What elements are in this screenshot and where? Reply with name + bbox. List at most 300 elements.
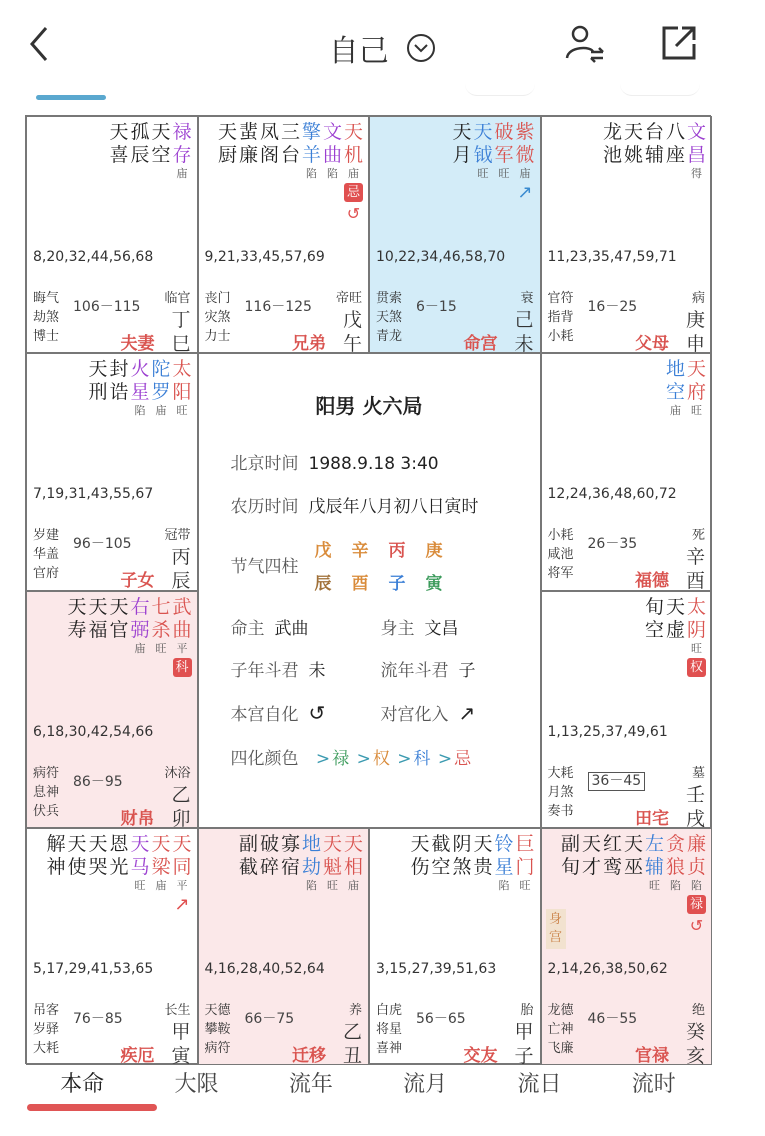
star-char: 刑 bbox=[88, 381, 108, 404]
hua-badge: ↺ bbox=[689, 915, 704, 935]
star-char: 座 bbox=[665, 144, 685, 166]
shensha-list: 小耗 咸池 将军 bbox=[547, 528, 574, 582]
earthly-branch: 酉 bbox=[685, 570, 705, 591]
star-char: 辅 bbox=[644, 855, 664, 878]
heavenly-stem: 癸 bbox=[685, 1020, 705, 1043]
palace-福德[interactable] bbox=[541, 353, 713, 590]
value: 子 bbox=[458, 661, 476, 682]
star bbox=[686, 596, 707, 677]
star-char: 天 bbox=[343, 832, 363, 855]
star-char: 宿 bbox=[280, 855, 300, 878]
star-char: 台 bbox=[280, 144, 300, 166]
palace-name: 迁移 bbox=[292, 1045, 326, 1065]
star-char: 副 bbox=[560, 832, 580, 855]
palace-迁移[interactable] bbox=[198, 828, 370, 1065]
star-char: 旬 bbox=[560, 855, 580, 878]
star-list bbox=[560, 833, 707, 935]
tab-大限[interactable]: 大限 bbox=[174, 1072, 219, 1097]
decade-range: 96－105 bbox=[73, 536, 132, 553]
star-char: 寿 bbox=[67, 618, 87, 641]
hua-badge: ↺ bbox=[346, 204, 361, 223]
brightness: 旺 bbox=[519, 878, 531, 892]
star bbox=[343, 833, 364, 893]
star-char: 煞 bbox=[452, 855, 472, 878]
brightness: 陷 bbox=[306, 167, 317, 180]
decade-range: 36－45 bbox=[588, 772, 646, 791]
label: 四化颜色 bbox=[230, 749, 299, 770]
star bbox=[109, 833, 130, 914]
brightness: 庙 bbox=[519, 167, 531, 180]
star bbox=[665, 121, 686, 181]
star-char: 光 bbox=[109, 855, 129, 878]
palace-name: 财帛 bbox=[120, 808, 155, 828]
star-char: 罗 bbox=[151, 381, 171, 404]
star-char: 截 bbox=[238, 855, 258, 878]
changsheng: 临官 bbox=[164, 291, 191, 306]
star-char: 天 bbox=[410, 832, 430, 855]
star-char: 辅 bbox=[644, 144, 664, 166]
star-char: 空 bbox=[644, 618, 664, 641]
star bbox=[259, 833, 280, 893]
star-char: 截 bbox=[431, 832, 451, 855]
ghost-tab bbox=[465, 84, 535, 96]
brightness: 庙 bbox=[176, 167, 188, 180]
star-char: 才 bbox=[581, 855, 601, 878]
star-char: 廉 bbox=[686, 832, 706, 855]
star bbox=[452, 121, 473, 202]
star-char: 太 bbox=[686, 595, 706, 618]
palace-财帛[interactable] bbox=[26, 591, 198, 828]
star bbox=[172, 121, 193, 181]
star-char: 天 bbox=[109, 595, 129, 618]
decade-range: 46－55 bbox=[587, 1010, 638, 1027]
age-list: 3,15,27,39,51,63 bbox=[376, 960, 497, 977]
star bbox=[67, 596, 88, 677]
star-char: 天 bbox=[151, 121, 171, 143]
star-char: 地 bbox=[665, 358, 685, 381]
star bbox=[494, 833, 515, 893]
star bbox=[280, 833, 301, 893]
star-char: 阳 bbox=[172, 381, 192, 404]
star bbox=[431, 833, 452, 893]
star-char: 府 bbox=[686, 381, 706, 404]
star-char: 擎 bbox=[301, 121, 321, 143]
star-char: 天 bbox=[88, 358, 108, 381]
brightness: 平 bbox=[176, 878, 188, 892]
age-list: 11,23,35,47,59,71 bbox=[547, 249, 677, 265]
star-char: 天 bbox=[67, 832, 87, 855]
changsheng: 胎 bbox=[520, 1002, 534, 1018]
star-char: 龙 bbox=[602, 121, 622, 143]
changsheng: 冠带 bbox=[164, 528, 191, 544]
star-char: 机 bbox=[343, 144, 363, 166]
hua-badge: ↗ bbox=[517, 182, 533, 203]
star-char: 七 bbox=[151, 595, 171, 618]
brightness: 旺 bbox=[155, 641, 167, 655]
legend-quan: 权 bbox=[372, 749, 390, 770]
star bbox=[322, 833, 343, 893]
changsheng: 死 bbox=[691, 528, 705, 544]
age-list: 12,24,36,48,60,72 bbox=[547, 486, 677, 503]
star-char: 紫 bbox=[515, 121, 535, 143]
star-char: 天 bbox=[686, 358, 706, 381]
shenzhu-row bbox=[381, 614, 459, 639]
palace-name: 父母 bbox=[635, 334, 669, 354]
star-char: 辰 bbox=[130, 144, 150, 166]
earthly-branch: 巳 bbox=[171, 333, 191, 354]
star-char: 门 bbox=[515, 855, 535, 878]
star-char: 空 bbox=[665, 381, 685, 404]
star bbox=[644, 833, 665, 935]
star-char: 天 bbox=[217, 121, 237, 143]
pillar-stem: 丙 bbox=[388, 541, 406, 562]
ghost-tab bbox=[620, 84, 700, 96]
age-list: 4,16,28,40,52,64 bbox=[204, 960, 325, 977]
star bbox=[473, 121, 494, 202]
star-char: 孤 bbox=[130, 121, 150, 143]
age-list: 8,20,32,44,56,68 bbox=[33, 249, 154, 265]
label: 流年斗君 bbox=[380, 661, 449, 682]
star-char: 狼 bbox=[665, 855, 685, 878]
star-char: 左 bbox=[644, 832, 664, 855]
star-char: 使 bbox=[67, 855, 87, 878]
gender-bureau: 阳男 火六局 bbox=[315, 394, 423, 419]
star-char: 空 bbox=[151, 144, 171, 166]
pillar-stem: 庚 bbox=[425, 541, 443, 562]
star-char: 昌 bbox=[686, 144, 706, 166]
star bbox=[151, 358, 172, 418]
star bbox=[452, 833, 473, 893]
brightness: 庙 bbox=[670, 404, 681, 418]
star-char: 文 bbox=[686, 121, 706, 143]
star bbox=[280, 121, 301, 223]
star-char: 天 bbox=[109, 121, 129, 143]
earthly-branch: 未 bbox=[514, 333, 534, 354]
decade-range: 6－15 bbox=[416, 299, 457, 315]
star bbox=[130, 358, 151, 418]
star bbox=[410, 833, 431, 893]
star bbox=[172, 833, 193, 914]
brightness: 陷 bbox=[134, 404, 146, 418]
heavenly-stem: 甲 bbox=[514, 1020, 534, 1043]
star-char: 天 bbox=[452, 121, 472, 143]
lunar-time-row bbox=[231, 492, 479, 517]
age-list: 5,17,29,41,53,65 bbox=[33, 960, 154, 977]
palace-兄弟[interactable] bbox=[198, 116, 370, 353]
hua-badge: 科 bbox=[173, 658, 192, 677]
brightness: 陷 bbox=[691, 878, 702, 892]
age-list: 9,21,33,45,57,69 bbox=[204, 249, 325, 265]
hua-badge: 权 bbox=[687, 658, 706, 677]
star bbox=[301, 833, 322, 893]
star-char: 地 bbox=[301, 832, 321, 855]
earthly-branch: 卯 bbox=[171, 807, 191, 828]
brightness: 陷 bbox=[670, 878, 681, 892]
brightness: 旺 bbox=[691, 404, 702, 418]
star-list bbox=[665, 358, 707, 418]
heavenly-stem: 壬 bbox=[685, 783, 705, 806]
star-char: 武 bbox=[172, 595, 192, 618]
earthly-branch: 申 bbox=[685, 333, 705, 354]
star bbox=[301, 121, 322, 223]
shensha-list: 晦气 劫煞 博士 bbox=[33, 291, 60, 344]
star-char: 台 bbox=[644, 121, 664, 143]
star bbox=[686, 121, 707, 181]
star-char: 厨 bbox=[217, 144, 237, 166]
value: 未 bbox=[308, 661, 326, 682]
star-char: 哭 bbox=[88, 855, 108, 878]
star bbox=[88, 358, 109, 418]
brightness: 陷 bbox=[306, 878, 317, 892]
star bbox=[322, 121, 343, 223]
star bbox=[665, 833, 686, 935]
palace-官禄[interactable] bbox=[541, 828, 713, 1065]
star-char: 封 bbox=[109, 358, 129, 381]
star-char: 天 bbox=[172, 832, 192, 855]
star-char: 羊 bbox=[301, 144, 321, 166]
star bbox=[473, 833, 494, 893]
star-char: 军 bbox=[494, 144, 514, 166]
share-icon[interactable] bbox=[658, 22, 700, 64]
star-char: 解 bbox=[46, 832, 66, 855]
star-list bbox=[602, 121, 707, 181]
star bbox=[217, 121, 238, 223]
star-char: 神 bbox=[46, 855, 66, 878]
brightness: 旺 bbox=[649, 878, 660, 892]
tab-流月[interactable]: 流月 bbox=[403, 1072, 448, 1097]
earthly-branch: 戌 bbox=[685, 807, 705, 828]
zihua-row bbox=[231, 700, 326, 725]
star bbox=[623, 833, 644, 935]
star bbox=[686, 358, 707, 418]
star bbox=[130, 121, 151, 181]
star bbox=[109, 596, 130, 677]
star-char: 天 bbox=[623, 121, 643, 143]
chart-board bbox=[25, 115, 711, 1064]
label: 命主 bbox=[230, 619, 265, 640]
value: 武曲 bbox=[274, 619, 309, 640]
shensha-list: 白虎 将星 喜神 bbox=[376, 1002, 403, 1056]
heavenly-stem: 己 bbox=[514, 309, 534, 331]
legend-sep: > bbox=[437, 749, 453, 770]
brightness: 平 bbox=[176, 641, 188, 655]
star-char: 寡 bbox=[280, 832, 300, 855]
star bbox=[665, 596, 686, 677]
palace-name: 交友 bbox=[463, 1045, 498, 1065]
brightness: 旺 bbox=[498, 167, 510, 180]
changsheng: 病 bbox=[691, 291, 705, 306]
star bbox=[686, 833, 707, 935]
changsheng: 衰 bbox=[520, 291, 534, 306]
heavenly-stem: 甲 bbox=[171, 1020, 191, 1043]
page-title: 自己 bbox=[328, 34, 389, 69]
profile-title[interactable] bbox=[0, 26, 765, 70]
age-list: 1,13,25,37,49,61 bbox=[547, 723, 668, 740]
label: 身主 bbox=[380, 619, 415, 640]
brightness: 庙 bbox=[155, 878, 167, 892]
active-tab-indicator bbox=[27, 1104, 157, 1111]
label: 北京时间 bbox=[230, 454, 299, 475]
star bbox=[172, 596, 193, 677]
legend-sep: > bbox=[356, 749, 371, 770]
shensha-list: 大耗 月煞 奏书 bbox=[547, 765, 574, 819]
star-char: 天 bbox=[88, 595, 108, 618]
palace-name: 疾厄 bbox=[120, 1045, 155, 1065]
changsheng: 长生 bbox=[164, 1002, 191, 1018]
palace-命宫[interactable] bbox=[369, 116, 541, 353]
switch-user-icon[interactable] bbox=[564, 22, 606, 64]
earthly-branch: 子 bbox=[514, 1044, 534, 1065]
pillar-stem: 辛 bbox=[351, 541, 369, 562]
star-char: 廉 bbox=[238, 144, 258, 166]
decade-range: 56－65 bbox=[416, 1010, 466, 1027]
star-char: 天 bbox=[473, 121, 493, 143]
star-char: 右 bbox=[130, 595, 150, 618]
palace-田宅[interactable] bbox=[541, 591, 713, 828]
tab-流日[interactable]: 流日 bbox=[517, 1072, 562, 1097]
decade-range: 116－125 bbox=[244, 299, 312, 315]
changsheng: 沐浴 bbox=[164, 765, 191, 781]
decade-range: 86－95 bbox=[73, 773, 123, 790]
changsheng: 帝旺 bbox=[335, 291, 362, 306]
decade-range: 16－25 bbox=[587, 299, 638, 315]
chevron-down-icon[interactable] bbox=[406, 33, 436, 63]
pillar-branch: 寅 bbox=[425, 574, 443, 595]
decade-range: 106－115 bbox=[73, 299, 141, 315]
star-char: 虚 bbox=[665, 618, 685, 641]
decade-range: 76－85 bbox=[73, 1010, 123, 1027]
star bbox=[515, 833, 536, 893]
star-char: 钺 bbox=[473, 144, 493, 166]
star-list bbox=[238, 833, 364, 893]
hua-badge: 忌 bbox=[344, 183, 363, 202]
shensha-list: 天德 攀鞍 病符 bbox=[204, 1002, 231, 1056]
heavenly-stem: 辛 bbox=[685, 546, 705, 569]
zinian-row bbox=[231, 656, 326, 681]
beijing-time-row bbox=[231, 449, 439, 474]
palace-疾厄[interactable] bbox=[26, 828, 198, 1065]
star-char: 阴 bbox=[686, 618, 706, 641]
pillar-branch: 辰 bbox=[314, 574, 332, 595]
star-char: 副 bbox=[238, 832, 258, 855]
star-char: 星 bbox=[130, 381, 150, 404]
star-char: 天 bbox=[343, 121, 363, 143]
star-list bbox=[67, 596, 193, 677]
star bbox=[130, 833, 151, 914]
shensha-list: 丧门 灾煞 力士 bbox=[204, 291, 231, 344]
brightness: 庙 bbox=[348, 878, 359, 892]
heavenly-stem: 丁 bbox=[171, 309, 191, 331]
star bbox=[644, 121, 665, 181]
star bbox=[88, 596, 109, 677]
star-char: 破 bbox=[259, 832, 279, 855]
center-info-panel bbox=[198, 353, 541, 828]
star-char: 阁 bbox=[259, 144, 279, 166]
brightness: 得 bbox=[691, 167, 702, 180]
scroll-indicator bbox=[36, 95, 106, 100]
label: 对宫化入 bbox=[380, 705, 449, 726]
brightness: 陷 bbox=[498, 878, 510, 892]
hua-badge: 禄 bbox=[687, 895, 706, 914]
value: 戊辰年八月初八日寅时 bbox=[308, 497, 479, 518]
pillar-top bbox=[315, 536, 463, 561]
star-list bbox=[109, 121, 193, 181]
star-char: 姚 bbox=[623, 144, 643, 166]
shensha-list: 吊客 岁驿 大耗 bbox=[33, 1002, 60, 1056]
tab-本命[interactable]: 本命 bbox=[60, 1072, 105, 1097]
pillars-label: 节气四柱 bbox=[230, 557, 299, 578]
star bbox=[644, 596, 665, 677]
shensha-list: 岁建 华盖 官府 bbox=[33, 528, 60, 582]
legend-lu: 禄 bbox=[332, 749, 350, 770]
star-char: 官 bbox=[109, 618, 129, 641]
star-char: 诰 bbox=[109, 381, 129, 404]
tab-流时[interactable]: 流时 bbox=[631, 1072, 676, 1097]
shensha-list: 病符 息神 伏兵 bbox=[33, 765, 60, 819]
header bbox=[0, 0, 765, 100]
star-char: 天 bbox=[151, 832, 171, 855]
pillar-branch: 酉 bbox=[351, 574, 369, 595]
palace-夫妻[interactable] bbox=[26, 116, 198, 353]
star bbox=[130, 596, 151, 677]
shensha-list: 龙德 亡神 飞廉 bbox=[547, 1002, 574, 1056]
star bbox=[515, 121, 536, 202]
star-char: 贪 bbox=[665, 832, 685, 855]
star bbox=[172, 358, 193, 418]
earthly-branch: 午 bbox=[342, 333, 362, 354]
star-char: 贵 bbox=[473, 855, 493, 878]
star-list bbox=[410, 833, 536, 893]
heavenly-stem: 乙 bbox=[171, 783, 191, 806]
star-char: 马 bbox=[130, 855, 150, 878]
star-char: 天 bbox=[130, 832, 150, 855]
palace-name: 夫妻 bbox=[120, 334, 155, 354]
changsheng: 墓 bbox=[691, 765, 705, 781]
star bbox=[238, 121, 259, 223]
star bbox=[581, 833, 602, 935]
age-list: 10,22,34,46,58,70 bbox=[376, 249, 506, 265]
star-char: 池 bbox=[602, 144, 622, 166]
shensha-list: 贯索 天煞 青龙 bbox=[376, 291, 403, 344]
palace-父母[interactable] bbox=[541, 116, 713, 353]
pillar-stem: 戊 bbox=[314, 541, 332, 562]
palace-name: 兄弟 bbox=[292, 334, 326, 354]
pillar-bottom bbox=[315, 569, 463, 594]
palace-子女[interactable] bbox=[26, 353, 198, 590]
palace-交友[interactable] bbox=[369, 828, 541, 1065]
star bbox=[602, 833, 623, 935]
star-char: 喜 bbox=[109, 144, 129, 166]
opposite-hua-icon: ↗ bbox=[458, 701, 476, 726]
heavenly-stem: 丙 bbox=[171, 546, 191, 569]
palace-name: 田宅 bbox=[635, 808, 669, 828]
star-char: 存 bbox=[172, 144, 192, 166]
star-char: 火 bbox=[130, 358, 150, 381]
tab-流年[interactable]: 流年 bbox=[288, 1072, 333, 1097]
star bbox=[602, 121, 623, 181]
label: 农历时间 bbox=[230, 497, 299, 518]
star-char: 弼 bbox=[130, 618, 150, 641]
star-char: 相 bbox=[343, 855, 363, 878]
hua-badge: ↗ bbox=[174, 893, 190, 915]
star-char: 巫 bbox=[623, 855, 643, 878]
star bbox=[109, 121, 130, 181]
duigong-row bbox=[381, 700, 476, 725]
star-char: 天 bbox=[88, 832, 108, 855]
star-char: 凤 bbox=[259, 121, 279, 143]
palace-name: 命宫 bbox=[463, 334, 498, 354]
palace-name: 官禄 bbox=[635, 1045, 669, 1065]
